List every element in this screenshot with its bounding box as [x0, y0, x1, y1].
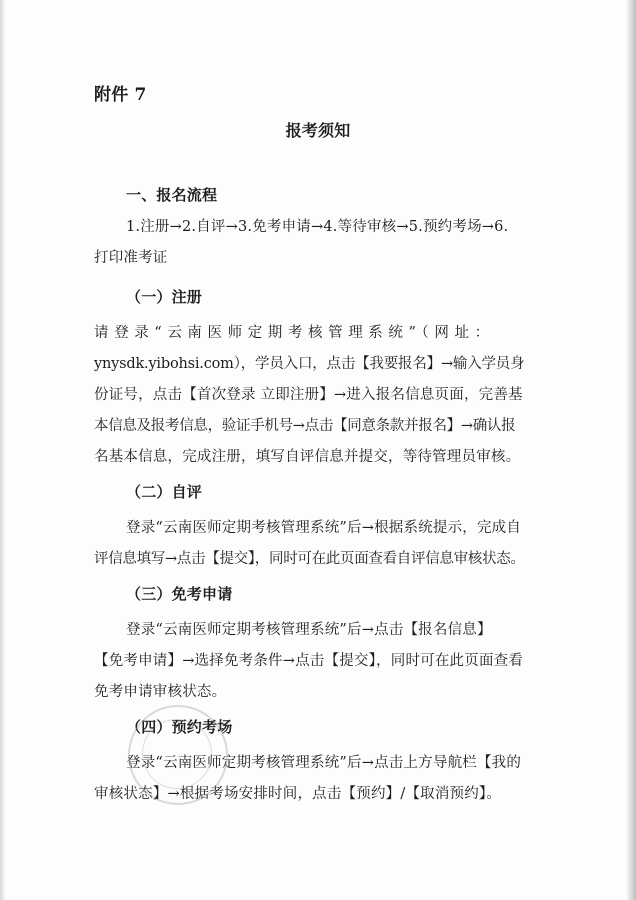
document-title: 报考须知 — [285, 121, 351, 140]
faded-seal-stamp — [128, 705, 228, 805]
book-exam-line-2: 审核状态】→根据考场安排时间，点击【预约】/【取消预约】。 — [94, 786, 502, 802]
register-paragraph-line-5: 名基本信息，完成注册，填写自评信息并提交，等待管理员审核。 — [94, 449, 521, 465]
section-heading-registration-process: 一、报名流程 — [126, 186, 218, 204]
self-evaluation-line-1: 登录“云南医师定期考核管理系统”后→根据系统提示，完成自 — [126, 520, 522, 536]
exemption-line-3: 免考申请审核状态。 — [94, 684, 227, 700]
register-paragraph-line-3: 份证号，点击【首次登录 立即注册】→进入报名信息页面，完善基 — [94, 387, 523, 403]
register-paragraph-line-4: 本信息及报考信息，验证手机号→点击【同意条款并报名】→确认报 — [94, 418, 516, 434]
attachment-label: 附件 7 — [94, 85, 147, 105]
book-exam-line-1: 登录“云南医师定期考核管理系统”后→点击上方导航栏【我的 — [126, 755, 522, 771]
self-evaluation-line-2: 评信息填写→点击【提交】，同时可在此页面查看自评信息审核状态。 — [94, 551, 525, 567]
subheading-register: （一）注册 — [126, 288, 203, 306]
process-flow-line-1: 1.注册→2.自评→3.免考申请→4.等待审核→5.预约考场→6. — [126, 219, 509, 235]
subheading-book-exam-room: （四）预约考场 — [126, 718, 233, 736]
subheading-self-evaluation: （二）自评 — [126, 483, 203, 501]
faded-seal-inner-ring — [142, 719, 212, 789]
exemption-line-1: 登录“云南医师定期考核管理系统”后→点击【报名信息】 — [126, 622, 492, 638]
exemption-line-2: 【免考申请】→选择免考条件→点击【提交】，同时可在此页面查看 — [94, 653, 524, 669]
register-paragraph-line-2: ynysdk.yibohsi.com），学员入口，点击【我要报名】→输入学员身 — [94, 356, 525, 372]
process-flow-line-2: 打印准考证 — [94, 250, 168, 266]
subheading-exam-exemption: （三）免考申请 — [126, 585, 233, 603]
register-paragraph-line-1: 请登录“云南医师定期考核管理系统”（网址： — [94, 325, 495, 341]
